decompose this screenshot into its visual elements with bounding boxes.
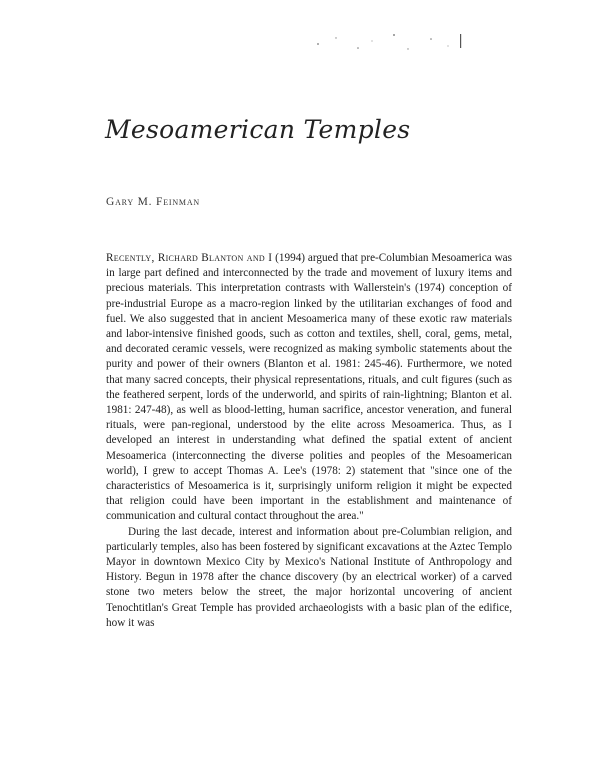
body-paragraph xyxy=(106,251,512,525)
scan-artifact-specks xyxy=(300,30,470,60)
paragraph-lead-in: Recently, Richard Blanton and I xyxy=(106,252,273,264)
paragraph-text: (1994) argued that pre-Columbian Mesoamerica was in large part defined and interconnected by the trade and movement of luxury items and precious materials. This interpretation contrasts with Wallerstein's (1974) conception of pre-industrial Europe as a macro-region linked by the utilitarian exchanges of food and fuel. We also suggested that in ancient Mesoamerica many of these exotic raw materials and labor-intensive finished goods, such as cotton and textiles, shell, coral, gems, metal, and decorated ceramic vessels, were recognized as making symbolic statements about the purity and power of their owners (Blanton et al. 1981: 245-46). Furthermore, we noted that many sacred concepts, their physical representations, rituals, and cult figures (such as the feathered serpent, lords of the underworld, and spirits of rain-lightning; Blanton et al. 1981: 247-48), as well as blood-letting, human sacrifice, ancestor veneration, and funeral rituals, were pan-regional, understood by the elite across Mesoamerica. Thus, as I developed an interest in understanding what defined the spatial extent of ancient Mesoamerica (interconnecting the diverse polities and peoples of the Mesoamerican world), I grew to accept Thomas A. Lee's (1978: 2) statement that "since one of the characteristics of Mesoamerica is it, surprisingly uniform religion it might be expected that religion could have been important in the establishment and maintenance of communication and cultural contact throughout the area." xyxy=(106,252,512,523)
article-title: Mesoamerican Temples xyxy=(105,115,411,144)
author-name: Gary M. Feinman xyxy=(106,196,200,208)
article-body xyxy=(106,251,512,631)
body-paragraph xyxy=(106,525,512,631)
paragraph-text: During the last decade, interest and information about pre-Columbian religion, and particularly temples, also has been fostered by significant excavations at the Aztec Templo Mayor in downtown Mexico City by Mexico's National Institute of Anthropology and History. Begun in 1978 after the chance discovery (by an electrical worker) of a carved stone two meters below the street, the major horizontal uncovering of ancient Tenochtitlan's Great Temple has provided archaeologists with a basic plan of the edifice, how it was xyxy=(106,525,512,629)
